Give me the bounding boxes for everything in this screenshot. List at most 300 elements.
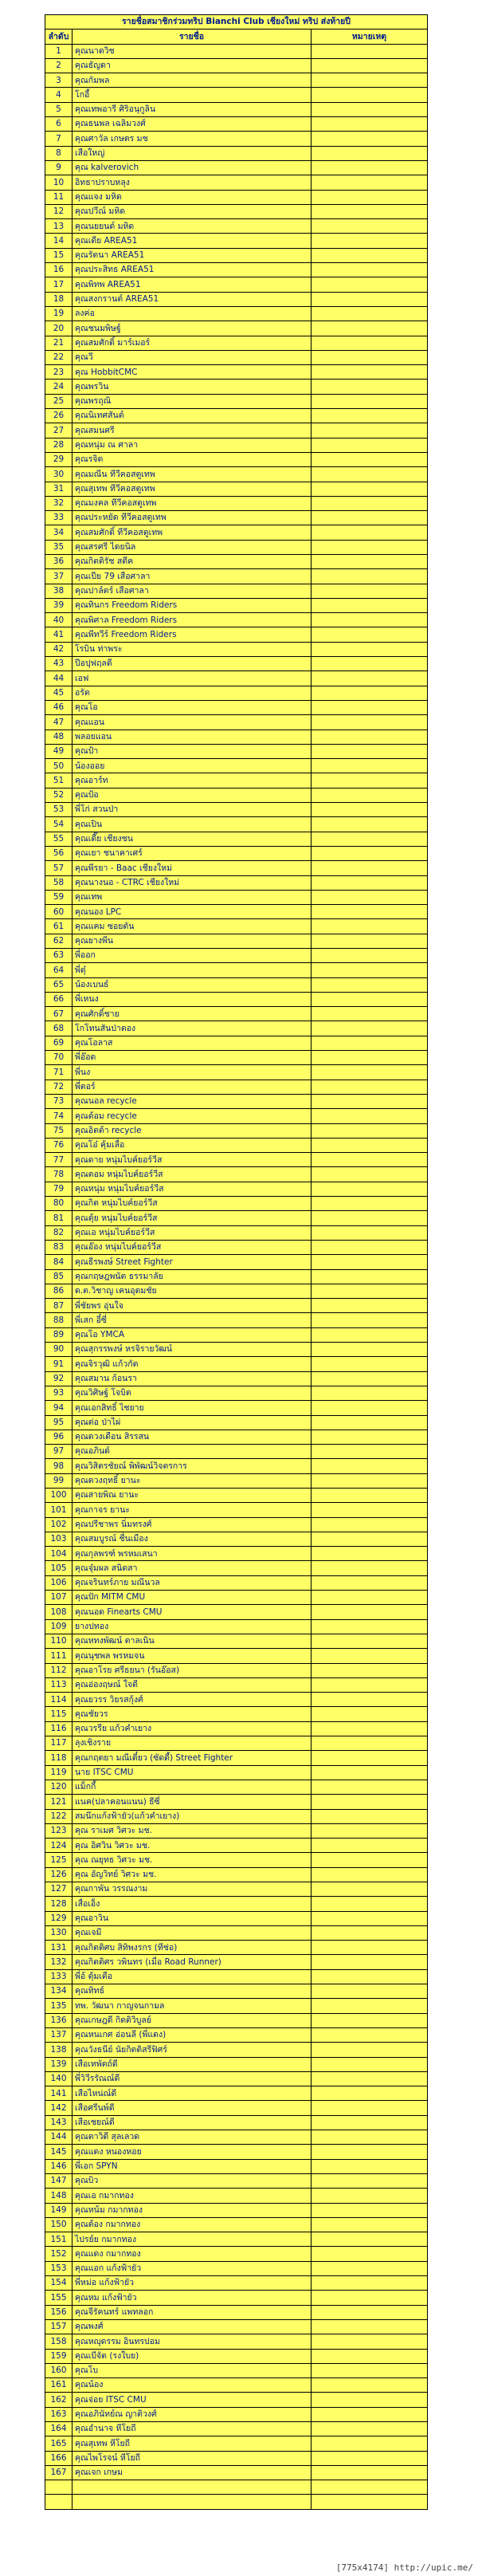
member-name: คุณหญุดรรม อินทรปอม xyxy=(72,2334,311,2349)
row-number: 1 xyxy=(45,44,72,58)
table-row xyxy=(45,204,428,218)
member-name: คุณพีทวีร์ Freedom Riders xyxy=(72,627,311,642)
table-row xyxy=(45,1197,428,1211)
member-name: คุณศาวัล เกษตร มช xyxy=(72,132,311,146)
title-row xyxy=(45,15,428,29)
row-note xyxy=(311,2232,428,2247)
row-note xyxy=(311,2276,428,2291)
member-name: คุณดวงเดือน สิรรสน xyxy=(72,1430,311,1444)
member-name: คุณ ณยุทธ วิศวะ มช. xyxy=(72,1853,311,1867)
row-note xyxy=(311,992,428,1006)
table-row xyxy=(45,409,428,423)
row-note xyxy=(311,788,428,802)
table-row xyxy=(45,613,428,627)
member-name: คุณ ราเมศ วิศวะ มช. xyxy=(72,1823,311,1838)
row-number: 32 xyxy=(45,496,72,510)
row-note xyxy=(311,2130,428,2145)
row-number: 70 xyxy=(45,1051,72,1065)
row-number: 138 xyxy=(45,2043,72,2057)
sheet-title: รายชื่อสมาชิกร่วมทริป Bianchi Club เชียงใหม่ ทริป ส่งท้ายปี xyxy=(45,15,428,29)
table-row xyxy=(45,1211,428,1225)
table-row xyxy=(45,788,428,802)
row-number: 123 xyxy=(45,1823,72,1838)
member-name: คุณเจก เกษม xyxy=(72,2465,311,2480)
member-name: คุณจรินทร์ภาย มณีนวล xyxy=(72,1575,311,1590)
row-number: 106 xyxy=(45,1575,72,1590)
row-number: 104 xyxy=(45,1547,72,1561)
table-row xyxy=(45,1853,428,1867)
row-note xyxy=(311,2115,428,2130)
member-name: คุณกัมพล xyxy=(72,73,311,88)
table-row xyxy=(45,2217,428,2232)
table-row xyxy=(45,423,428,438)
row-number: 5 xyxy=(45,102,72,116)
member-name: คุณจุ๋มผล สนิตสา xyxy=(72,1561,311,1575)
row-number: 60 xyxy=(45,905,72,919)
empty-cell xyxy=(72,2495,311,2509)
row-number: 78 xyxy=(45,1167,72,1182)
row-number: 130 xyxy=(45,1925,72,1940)
row-note xyxy=(311,321,428,336)
member-name: คุณน้อง xyxy=(72,2378,311,2393)
row-number: 122 xyxy=(45,1809,72,1823)
member-name: ปีอปุฟฤลดี xyxy=(72,657,311,671)
member-name: คุณอ่องฤษณ์ ใจดี xyxy=(72,1677,311,1692)
member-name: คุณอาโรย ศรีธยนา (รันอ๊อส) xyxy=(72,1663,311,1677)
row-note xyxy=(311,160,428,175)
member-name: คุณกิตติศร วพินทร (เมื่อ Road Runner) xyxy=(72,1955,311,1969)
row-note xyxy=(311,1867,428,1882)
row-number: 44 xyxy=(45,671,72,686)
table-row xyxy=(45,992,428,1006)
empty-row xyxy=(45,2495,428,2509)
table-row xyxy=(45,234,428,248)
table-row xyxy=(45,350,428,364)
row-number: 52 xyxy=(45,788,72,802)
row-number: 79 xyxy=(45,1182,72,1196)
member-name: อิทธาปราบหลุง xyxy=(72,175,311,190)
row-note xyxy=(311,832,428,846)
row-number: 54 xyxy=(45,817,72,832)
row-number: 141 xyxy=(45,2086,72,2101)
table-row xyxy=(45,919,428,934)
member-name: ไปรย์ย กมากทอง xyxy=(72,2232,311,2247)
table-row xyxy=(45,2027,428,2042)
member-name: แนค(ปลาคอนแนน) ธีซี่ xyxy=(72,1795,311,1809)
member-name: คุณหม แก้งฟ้ายัว xyxy=(72,2291,311,2305)
member-name: คุณทิทธ์ xyxy=(72,1984,311,1999)
member-name: น้องเบนธ์ xyxy=(72,977,311,992)
row-note xyxy=(311,1036,428,1050)
member-name: คุณเดี๊ย เชียงชน xyxy=(72,832,311,846)
table-row xyxy=(45,496,428,510)
empty-cell xyxy=(311,2480,428,2495)
row-note xyxy=(311,1080,428,1094)
header-row xyxy=(45,29,428,44)
row-number: 139 xyxy=(45,2057,72,2071)
table-row xyxy=(45,2436,428,2451)
row-number: 9 xyxy=(45,160,72,175)
row-note xyxy=(311,102,428,116)
row-number: 166 xyxy=(45,2451,72,2465)
row-number: 12 xyxy=(45,204,72,218)
member-name: คุณเปีย 79 เสือศาลา xyxy=(72,569,311,584)
row-note xyxy=(311,890,428,904)
row-number: 71 xyxy=(45,1065,72,1080)
empty-cell xyxy=(45,2480,72,2495)
member-name: คุณพีรยา - Baac เชียงใหม่ xyxy=(72,861,311,875)
row-number: 132 xyxy=(45,1955,72,1969)
table-row xyxy=(45,1867,428,1882)
member-name: พี่ตอร์ xyxy=(72,1080,311,1094)
row-note xyxy=(311,336,428,350)
table-row xyxy=(45,1430,428,1444)
row-number: 162 xyxy=(45,2393,72,2407)
table-row xyxy=(45,2319,428,2334)
member-name: เสือศรีนพ์ดี xyxy=(72,2101,311,2115)
member-name: โกโทนสันป่าตอง xyxy=(72,1021,311,1036)
row-number: 84 xyxy=(45,1255,72,1269)
row-number: 56 xyxy=(45,846,72,860)
row-number: 41 xyxy=(45,627,72,642)
row-number: 28 xyxy=(45,438,72,452)
row-note xyxy=(311,1269,428,1284)
row-note xyxy=(311,452,428,466)
member-name: คุณอ๊อง หนุ่มไบค์ยอร์วีส xyxy=(72,1240,311,1254)
member-name: คุณกฤษฎพนัต ธรรมาลัย xyxy=(72,1269,311,1284)
row-number: 105 xyxy=(45,1561,72,1575)
member-name: คุณเบีจัต (รงใบย) xyxy=(72,2349,311,2363)
member-name: พี่อ้ ตุ้มเตือ xyxy=(72,1969,311,1984)
row-note xyxy=(311,1663,428,1677)
row-number: 80 xyxy=(45,1197,72,1211)
row-note xyxy=(311,2261,428,2275)
row-note xyxy=(311,365,428,380)
table-row xyxy=(45,1036,428,1050)
row-number: 147 xyxy=(45,2173,72,2188)
row-note xyxy=(311,438,428,452)
member-name: คุณพิศาล Freedom Riders xyxy=(72,613,311,627)
empty-cell xyxy=(72,2480,311,2495)
row-number: 47 xyxy=(45,715,72,730)
row-number: 45 xyxy=(45,686,72,700)
row-note xyxy=(311,2203,428,2217)
member-name: คุณแอก แก้งฟ้ายัว xyxy=(72,2261,311,2275)
row-note xyxy=(311,1575,428,1590)
member-name: พี่หม่อ แก้งฟ้ายัว xyxy=(72,2276,311,2291)
table-row xyxy=(45,2407,428,2421)
row-note xyxy=(311,1517,428,1532)
table-row xyxy=(45,88,428,102)
table-row xyxy=(45,1547,428,1561)
row-note xyxy=(311,1780,428,1794)
table-row xyxy=(45,584,428,598)
row-number: 24 xyxy=(45,380,72,394)
table-row xyxy=(45,1007,428,1021)
row-note xyxy=(311,190,428,204)
row-number: 3 xyxy=(45,73,72,88)
member-name: คุณรจิต xyxy=(72,452,311,466)
table-row xyxy=(45,1721,428,1736)
table-body xyxy=(45,44,428,2509)
row-note xyxy=(311,2173,428,2188)
member-sheet xyxy=(45,14,427,2510)
row-note xyxy=(311,1284,428,1298)
table-row xyxy=(45,1955,428,1969)
row-note xyxy=(311,1591,428,1605)
row-note xyxy=(311,1445,428,1459)
member-name: คุณอาร์ท xyxy=(72,773,311,788)
row-number: 20 xyxy=(45,321,72,336)
member-name: คุณต่อ ป่าไผ่ xyxy=(72,1415,311,1430)
member-name: คุณสมศักดิ์ มาร์เมอร์ xyxy=(72,336,311,350)
row-number: 19 xyxy=(45,306,72,321)
table-row xyxy=(45,1693,428,1707)
table-row xyxy=(45,1473,428,1488)
member-name: คุณต้อง กมากทอง xyxy=(72,2217,311,2232)
table-row xyxy=(45,117,428,132)
row-number: 23 xyxy=(45,365,72,380)
table-row xyxy=(45,175,428,190)
table-row xyxy=(45,146,428,160)
row-number: 48 xyxy=(45,730,72,744)
row-number: 39 xyxy=(45,598,72,612)
table-row xyxy=(45,1123,428,1138)
member-name: คุณวี xyxy=(72,350,311,364)
row-note xyxy=(311,2319,428,2334)
row-note xyxy=(311,2189,428,2203)
table-row xyxy=(45,1897,428,1911)
table-row xyxy=(45,1532,428,1546)
member-name: คุณจ่อย ITSC CMU xyxy=(72,2393,311,2407)
member-name: พลอยแอน xyxy=(72,730,311,744)
table-row xyxy=(45,394,428,408)
table-row xyxy=(45,700,428,714)
row-number: 88 xyxy=(45,1313,72,1327)
row-note xyxy=(311,817,428,832)
row-note xyxy=(311,934,428,948)
table-row xyxy=(45,598,428,612)
table-row xyxy=(45,1225,428,1240)
member-name: เสื่อเอ็ง xyxy=(72,1897,311,1911)
table-row xyxy=(45,627,428,642)
row-note xyxy=(311,598,428,612)
table-row xyxy=(45,2261,428,2275)
table-row xyxy=(45,1167,428,1182)
row-note xyxy=(311,686,428,700)
table-row xyxy=(45,2057,428,2071)
row-number: 127 xyxy=(45,1882,72,1897)
member-name: คุณ อัญวิทย์ วิศวะ มช. xyxy=(72,1867,311,1882)
row-number: 21 xyxy=(45,336,72,350)
table-row xyxy=(45,1445,428,1459)
row-number: 102 xyxy=(45,1517,72,1532)
row-note xyxy=(311,496,428,510)
row-note xyxy=(311,511,428,525)
row-number: 100 xyxy=(45,1488,72,1502)
row-note xyxy=(311,1240,428,1254)
member-name: คุณเปิน xyxy=(72,817,311,832)
row-number: 37 xyxy=(45,569,72,584)
member-name: คุณปาล์ตร์ เสือศาลา xyxy=(72,584,311,598)
member-name: คุณยางพีน xyxy=(72,934,311,948)
row-note xyxy=(311,2378,428,2393)
row-number: 35 xyxy=(45,540,72,554)
row-note xyxy=(311,1255,428,1269)
table-row xyxy=(45,1882,428,1897)
table-row xyxy=(45,540,428,554)
table-row xyxy=(45,2101,428,2115)
member-name: คุณวิสิตรชัยณ์ พิพัฒน์วิจตรการ xyxy=(72,1459,311,1473)
member-name: พี่เอก SPYN xyxy=(72,2159,311,2173)
row-note xyxy=(311,1547,428,1561)
row-note xyxy=(311,905,428,919)
table-row xyxy=(45,2115,428,2130)
table-row xyxy=(45,905,428,919)
member-name: คุณเยา ชนาคาเศร์ xyxy=(72,846,311,860)
table-row xyxy=(45,277,428,292)
table-row xyxy=(45,2130,428,2145)
member-name: คุณพิทพ AREA51 xyxy=(72,277,311,292)
member-name: คุณกาจร ยานะ xyxy=(72,1503,311,1517)
row-note xyxy=(311,277,428,292)
row-note xyxy=(311,1823,428,1838)
row-number: 4 xyxy=(45,88,72,102)
table-row xyxy=(45,1503,428,1517)
table-row xyxy=(45,671,428,686)
table-row xyxy=(45,321,428,336)
row-note xyxy=(311,248,428,262)
row-note xyxy=(311,1955,428,1969)
row-number: 121 xyxy=(45,1795,72,1809)
table-row xyxy=(45,365,428,380)
row-note xyxy=(311,1693,428,1707)
row-number: 145 xyxy=(45,2145,72,2159)
table-row xyxy=(45,438,428,452)
member-name: คุณหนุ่ม หนุ่มไบค์ยอร์วีส xyxy=(72,1182,311,1196)
member-name: คุณสมบูรณ์ ชื่นเมือง xyxy=(72,1532,311,1546)
row-number: 128 xyxy=(45,1897,72,1911)
member-name: คุณนาตวิช xyxy=(72,44,311,58)
row-note xyxy=(311,949,428,963)
table-row xyxy=(45,890,428,904)
row-note xyxy=(311,803,428,817)
table-row xyxy=(45,1386,428,1400)
row-number: 146 xyxy=(45,2159,72,2173)
member-name: คุณป้อ xyxy=(72,788,311,802)
member-name: เสือไหน่ณ์ดี xyxy=(72,2086,311,2101)
table-row xyxy=(45,1605,428,1619)
row-number: 43 xyxy=(45,657,72,671)
row-note xyxy=(311,627,428,642)
row-number: 17 xyxy=(45,277,72,292)
row-note xyxy=(311,2363,428,2377)
row-number: 117 xyxy=(45,1736,72,1751)
row-number: 160 xyxy=(45,2363,72,2377)
member-name: พี่โก่ สวนป่า xyxy=(72,803,311,817)
row-number: 11 xyxy=(45,190,72,204)
member-name: คุณอาวิน xyxy=(72,1911,311,1925)
row-number: 135 xyxy=(45,1999,72,2013)
row-note xyxy=(311,1065,428,1080)
member-name: คุณป้า xyxy=(72,744,311,758)
table-row xyxy=(45,569,428,584)
table-row xyxy=(45,525,428,540)
table-row xyxy=(45,846,428,860)
table-row xyxy=(45,2291,428,2305)
member-name: ลงค่อ xyxy=(72,306,311,321)
table-row xyxy=(45,1109,428,1123)
table-row xyxy=(45,102,428,116)
member-name: คุณนยยนต์ มหิด xyxy=(72,219,311,234)
table-row xyxy=(45,44,428,58)
member-name: พี่ชัยพร อุ่นใจ xyxy=(72,1299,311,1313)
table-row xyxy=(45,1795,428,1809)
table-row xyxy=(45,452,428,466)
member-name: คุณนิเทศสันต์ xyxy=(72,409,311,423)
table-row xyxy=(45,190,428,204)
table-row xyxy=(45,1649,428,1663)
table-row xyxy=(45,2173,428,2188)
row-note xyxy=(311,1123,428,1138)
row-note xyxy=(311,1459,428,1473)
member-name: โกอี้ xyxy=(72,88,311,102)
member-name: พี่นง xyxy=(72,1065,311,1080)
table-row xyxy=(45,2043,428,2057)
table-row xyxy=(45,686,428,700)
row-number: 50 xyxy=(45,759,72,773)
table-row xyxy=(45,1343,428,1357)
row-note xyxy=(311,175,428,190)
member-name: คุณไพโรจน์ หีโยถี xyxy=(72,2451,311,2465)
row-note xyxy=(311,642,428,656)
table-row xyxy=(45,1401,428,1415)
row-note xyxy=(311,2451,428,2465)
member-name: คุณเทพอารี ศิริอนุกูลิน xyxy=(72,102,311,116)
member-name: คุณแอน xyxy=(72,715,311,730)
row-note xyxy=(311,977,428,992)
table-row xyxy=(45,715,428,730)
row-number: 137 xyxy=(45,2027,72,2042)
row-number: 129 xyxy=(45,1911,72,1925)
member-name: คุณมงคล ทีวีคอสตูเทพ xyxy=(72,496,311,510)
row-note xyxy=(311,306,428,321)
row-number: 86 xyxy=(45,1284,72,1298)
row-note xyxy=(311,1313,428,1327)
row-note xyxy=(311,1473,428,1488)
table-row xyxy=(45,554,428,568)
row-note xyxy=(311,409,428,423)
row-number: 16 xyxy=(45,263,72,277)
member-name: อรัต xyxy=(72,686,311,700)
header-name: รายชื่อ xyxy=(72,29,311,44)
member-name: คุณยวรร วิยรสกุ้งศ์ xyxy=(72,1693,311,1707)
member-name: คุณแดง กมากทอง xyxy=(72,2247,311,2261)
table-row xyxy=(45,803,428,817)
row-note xyxy=(311,394,428,408)
member-name: คุณตุ้ย หนุ่มไบค์ยอร์วีส xyxy=(72,1211,311,1225)
table-row xyxy=(45,934,428,948)
row-note xyxy=(311,1532,428,1546)
row-number: 40 xyxy=(45,613,72,627)
table-row xyxy=(45,1051,428,1065)
row-note xyxy=(311,1765,428,1780)
member-name: คุณดวงฤทธิ์ ยานะ xyxy=(72,1473,311,1488)
row-number: 61 xyxy=(45,919,72,934)
row-note xyxy=(311,1999,428,2013)
member-name: คุณหนุ่ม ณ ศาลา xyxy=(72,438,311,452)
row-note xyxy=(311,1925,428,1940)
